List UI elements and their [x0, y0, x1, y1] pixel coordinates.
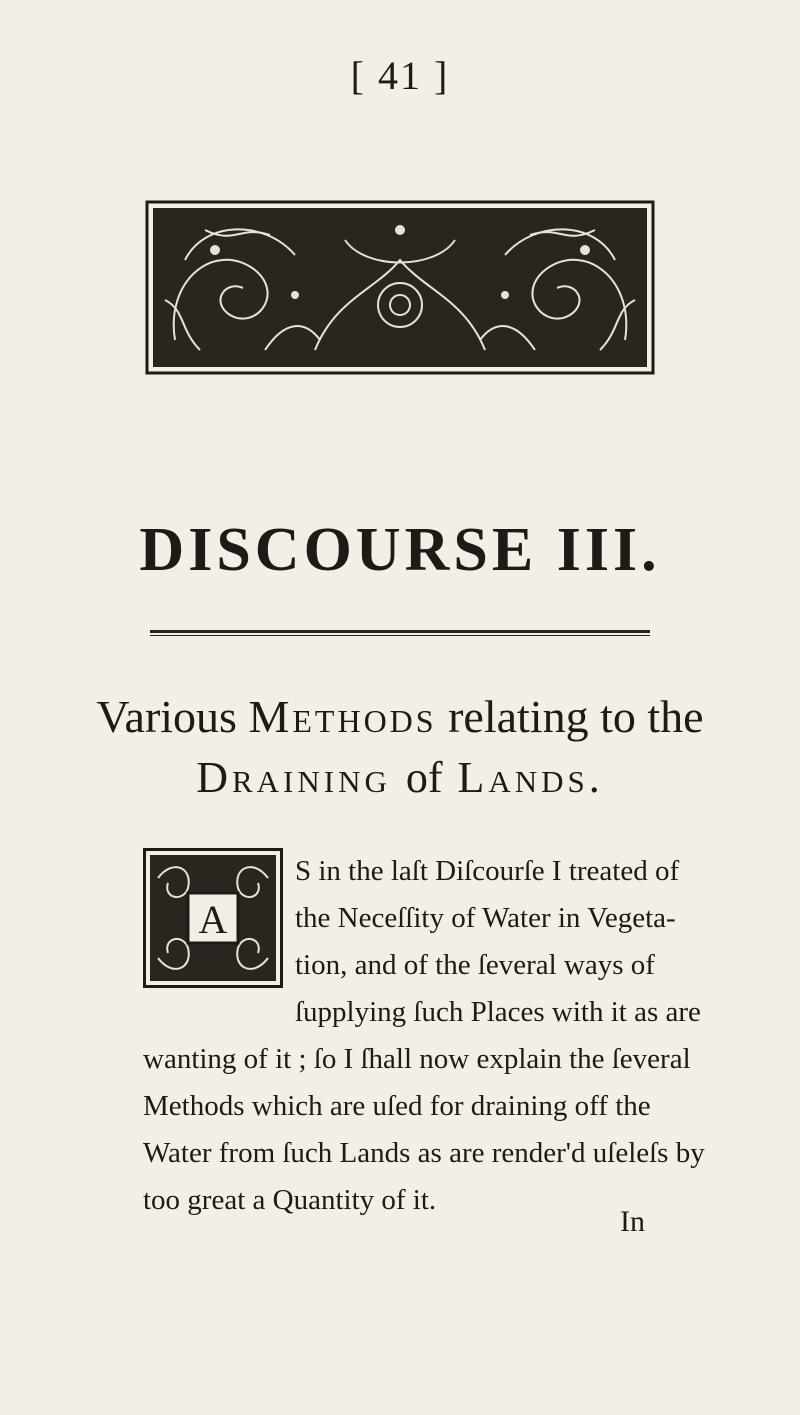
body-line: S in the laſt Diſcourſe I treated of: [295, 855, 680, 887]
chapter-title-line-1: [0, 690, 800, 743]
heading-word: ISCOURSE: [188, 516, 538, 584]
heading-initial: D: [139, 516, 189, 584]
body-line: wanting of it ; ſo I ſhall now explain the ſeveral: [143, 1043, 691, 1075]
body-text: [143, 848, 705, 1224]
body-line: tion, and of the ſeveral ways of: [295, 949, 655, 981]
body-line: the Neceſſity of Water in Vegeta-: [295, 902, 676, 934]
heading-numeral: III.: [556, 516, 661, 584]
title-word-various: Various: [96, 691, 237, 742]
heading-rule-thin: [150, 635, 650, 636]
title-words-relating: relating to the: [448, 691, 704, 742]
ornamental-headpiece: [145, 200, 655, 375]
title-word-draining: Draining: [196, 753, 391, 802]
discourse-heading: [0, 515, 800, 586]
chapter-title-line-2: [0, 752, 800, 803]
title-word-methods: Methods: [248, 691, 437, 742]
initial-letter: A: [198, 897, 228, 942]
heading-rule: [150, 630, 650, 633]
title-word-lands: Lands.: [457, 753, 604, 802]
body-line: too great a Quantity of it.: [143, 1184, 437, 1216]
body-line: Water from ſuch Lands as are render'd uſeleſs by: [143, 1137, 705, 1169]
body-line: Methods which are uſed for draining off the: [143, 1090, 651, 1122]
page-number: [ 41 ]: [350, 53, 450, 98]
catchword: In: [620, 1205, 645, 1238]
title-word-of: of: [405, 753, 443, 802]
body-line: ſupplying ſuch Places with it as are: [295, 996, 701, 1028]
